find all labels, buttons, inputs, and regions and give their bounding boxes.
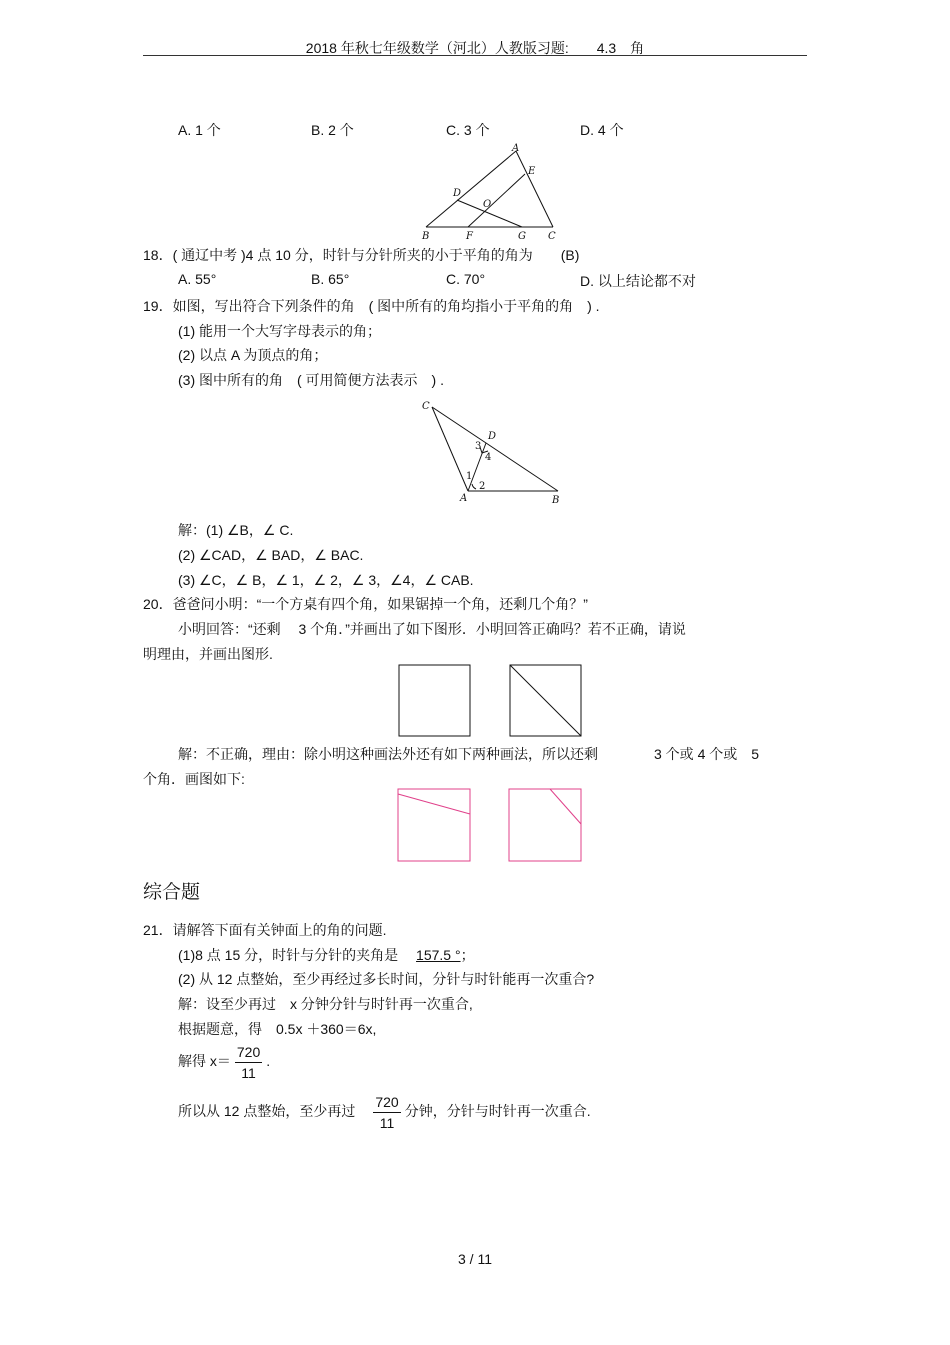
- q17-option-c: C. 3 个: [446, 122, 490, 138]
- fraction-denominator: 11: [379, 1115, 395, 1131]
- fraction-numerator: 720: [373, 1094, 400, 1113]
- section-title: 综合题: [143, 882, 201, 903]
- q21-solution-3-text: 解得 x＝: [178, 1053, 231, 1070]
- fig17-label-e: E: [528, 166, 536, 177]
- q21-solution-4-text: 所以从 12 点整始，至少再过: [178, 1103, 370, 1120]
- q21-part-1: [178, 945, 475, 965]
- q19-part-3: (3) 图中所有的角 ( 可用简便方法表示 ) .: [178, 372, 444, 388]
- fraction-720-11: [235, 1044, 262, 1081]
- q20-square-cut-edge-to-edge: [397, 788, 472, 863]
- q20-square-cut-corner: [508, 788, 583, 863]
- q18-option-b: B. 65°: [311, 271, 350, 287]
- q18-option-c: C. 70°: [446, 271, 486, 287]
- q20-line-2: 小明回答：“还剩 3 个角．”并画出了如下图形．小明回答正确吗？若不正确，请说: [178, 621, 686, 637]
- q19-stem: 19．如图，写出符合下列条件的角 ( 图中所有的角均指小于平角的角 ) .: [143, 298, 600, 314]
- q21-solution-2: 根据题意，得 0.5x ＋360＝6x,: [178, 1021, 377, 1037]
- q20-square-whole: [398, 664, 472, 738]
- page-number: 3 / 11: [458, 1251, 492, 1267]
- q21-solution-4-suffix: 分钟，分针与时针再一次重合.: [404, 1103, 591, 1120]
- q20-square-diagonal-cut: [509, 664, 583, 738]
- fig19-label-a: A: [460, 493, 468, 504]
- q18-option-a: A. 55°: [178, 271, 217, 287]
- q20-stem: 20．爸爸问小明：“一个方桌有四个角，如果锯掉一个角，还剩几个角？”: [143, 596, 588, 612]
- q21-solution-3-suffix: .: [266, 1053, 271, 1070]
- page-header: 2018 年秋七年级数学（河北）人教版习题: 4.3 角: [305, 40, 645, 56]
- fig17-label-c: C: [548, 231, 556, 242]
- q19-answer-1: 解：(1) ∠B，∠ C.: [178, 522, 294, 538]
- q19-part-2: (2) 以点 A 为顶点的角；: [178, 347, 328, 363]
- q21-stem: 21．请解答下面有关钟面上的角的问题.: [143, 922, 387, 938]
- q21-part-2: (2) 从 12 点整始，至少再经过多长时间，分针与时针能再一次重合?: [178, 971, 595, 987]
- fig17-label-d: D: [453, 188, 462, 199]
- fig19-label-c: C: [422, 401, 430, 412]
- q21-solution-1: 解：设至少再过 x 分钟分针与时针再一次重合,: [178, 996, 473, 1012]
- q17-option-a: A. 1 个: [178, 122, 221, 138]
- q20-answer-line-2: 个角．画图如下:: [143, 771, 245, 787]
- fraction-720-11-second: [373, 1094, 400, 1131]
- fig19-label-3: 3: [475, 441, 482, 452]
- q21-part-1-text: (1)8 点 15 分，时针与分针的夹角是: [178, 947, 417, 963]
- q18-stem: 18．( 通辽中考 )4 点 10 分，时针与分针所夹的小于平角的角为 (B): [143, 247, 580, 263]
- fraction-denominator: 11: [241, 1065, 256, 1081]
- q17-option-b: B. 2 个: [311, 122, 354, 138]
- q21-solution-3: [178, 1044, 270, 1081]
- q20-line-3: 明理由，并画出图形.: [143, 646, 273, 662]
- header-rule: [143, 55, 807, 56]
- q21-part-1-suffix: ；: [460, 947, 475, 963]
- q19-part-1: (1) 能用一个大写字母表示的角；: [178, 323, 381, 339]
- q17-triangle-figure: [420, 142, 560, 242]
- q20-answer-line-1: 解：不正确，理由：除小明这种画法外还有如下两种画法，所以还剩 3 个或 4 个或 5: [178, 746, 760, 762]
- q17-option-d: D. 4 个: [580, 122, 624, 138]
- fig17-label-f: F: [466, 231, 473, 242]
- fig17-label-a: A: [512, 143, 520, 154]
- fig17-label-o: O: [483, 199, 492, 210]
- fig19-label-2: 2: [479, 481, 486, 492]
- fig19-label-4: 4: [485, 452, 492, 463]
- q21-part-1-answer: 157.5 °: [416, 947, 461, 963]
- fig19-label-b: B: [552, 495, 560, 506]
- fig19-label-d: D: [488, 431, 497, 442]
- fig19-label-1: 1: [466, 471, 473, 482]
- q18-option-d: D. 以上结论都不对: [580, 273, 696, 289]
- q19-answer-2: (2) ∠CAD，∠ BAD，∠ BAC.: [178, 547, 364, 563]
- q19-answer-3: (3) ∠C，∠ B，∠ 1，∠ 2，∠ 3，∠4，∠ CAB.: [178, 572, 474, 588]
- fig17-label-b: B: [422, 231, 430, 242]
- q21-solution-4: [178, 1094, 591, 1131]
- fig17-label-g: G: [518, 231, 526, 242]
- q19-triangle-figure: [418, 395, 568, 510]
- fraction-numerator: 720: [235, 1044, 262, 1063]
